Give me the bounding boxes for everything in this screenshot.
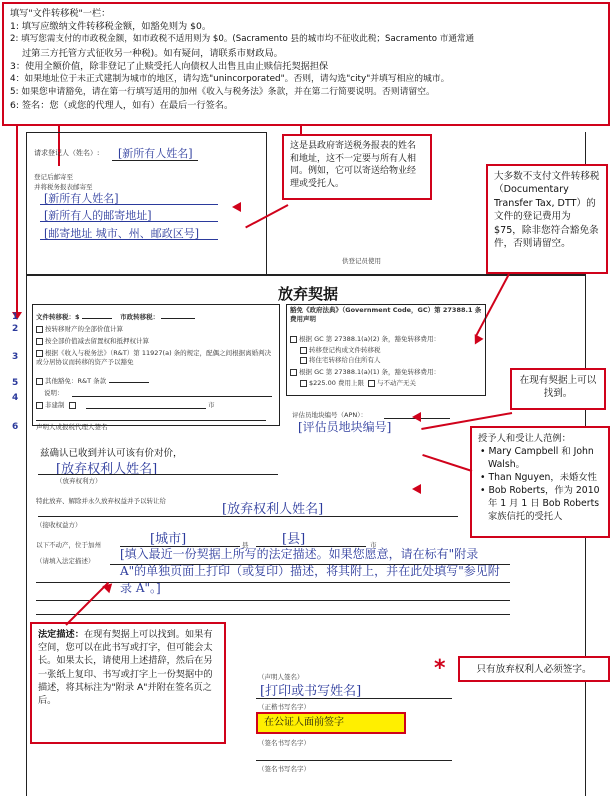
checkbox[interactable] bbox=[36, 378, 43, 385]
check-other-exempt[interactable] bbox=[36, 376, 149, 385]
exempt-dtt[interactable] bbox=[300, 345, 381, 354]
signature-caption-2: （签名书写名字） bbox=[258, 765, 310, 773]
example-item: • Bob Roberts，作为 2010 年 1 月 1 日 Bob Roberts 家族信托的受托人 bbox=[480, 485, 600, 522]
example-item: • Than Nguyen，未婚女性 bbox=[480, 472, 597, 483]
exempt-cap[interactable] bbox=[300, 378, 416, 387]
divider bbox=[266, 132, 267, 274]
underline bbox=[72, 396, 272, 397]
checkbox[interactable] bbox=[36, 326, 43, 333]
asterisk-icon: * bbox=[434, 656, 446, 681]
callout-mailing-note bbox=[282, 134, 432, 200]
underline bbox=[36, 420, 266, 421]
underline bbox=[256, 760, 452, 761]
acknowledge-text: 兹确认已收到并认可该有价对价， bbox=[40, 448, 183, 459]
recorder-use-label: 供登记员使用 bbox=[342, 257, 381, 265]
check-label: 按全部价值减去留置权和抵押权计算 bbox=[45, 337, 149, 345]
callout-mailing-text: 这是县政府寄送税务报表的姓名和地址，这不一定要与所有人相同。例如，它可以寄送给物业经理或受托人。 bbox=[290, 141, 417, 189]
check-full-value[interactable] bbox=[36, 324, 123, 333]
underline bbox=[36, 614, 510, 615]
callout-deed-note bbox=[510, 368, 606, 410]
checkbox[interactable] bbox=[36, 402, 43, 409]
callout-dtt-note bbox=[486, 164, 608, 274]
transfer-tax-label bbox=[36, 312, 195, 321]
instruction-line: 过第三方托管方式征收另一种税)。如有疑问，请联系市财政局。 bbox=[22, 47, 283, 59]
legal-caption: （请填入法定描述） bbox=[36, 557, 95, 565]
city-label-2: 市 bbox=[370, 541, 377, 549]
underline bbox=[256, 698, 452, 699]
underline bbox=[86, 408, 206, 409]
step-number: 4 bbox=[12, 393, 19, 403]
instruction-line: 2: 填写您需支付的市政税金额，如市政税不适用则为 $0。(Sacramento 县的城市均不征收此税；Sacramento 市通常通 bbox=[10, 34, 475, 45]
signature-caption: （签名书写名字） bbox=[258, 739, 310, 747]
callout-dtt-text: 大多数不支付文件转移税（Documentary Transfer Tax, DTT）的文件的登记费用为 $75，除非您符合豁免条件，否则请留空。 bbox=[494, 171, 600, 250]
instruction-line: 填写"文件转移税"一栏： bbox=[10, 8, 111, 19]
city-tax-text: 市政转移税： bbox=[120, 313, 160, 321]
check-less-liens[interactable] bbox=[36, 336, 149, 345]
exempt-label: 转移登记构成文件转移税 bbox=[309, 346, 381, 354]
declarant-signature-label: 声明人或报税代理人签名 bbox=[36, 423, 108, 431]
divider bbox=[26, 132, 266, 133]
step-number: 6 bbox=[12, 422, 19, 432]
underline bbox=[40, 221, 218, 222]
check-label: 非建制 bbox=[45, 401, 65, 409]
instruction-line: 1: 填写应缴纳文件转移税金额，如豁免则为 $0。 bbox=[10, 21, 212, 33]
exempt-label: $225.00 费用上限 bbox=[309, 379, 364, 387]
print-caption: （正楷书写名字） bbox=[258, 703, 310, 711]
city-value[interactable]: [城市] bbox=[150, 532, 187, 547]
county-value[interactable]: [县] bbox=[282, 532, 306, 547]
example-item: • Mary Campbell 和 John Walsh。 bbox=[480, 446, 594, 470]
transfer-tax-text: 文件转移税：$ bbox=[36, 313, 80, 321]
legal-title: 法定描述： bbox=[38, 629, 84, 640]
check-divorce-exempt[interactable] bbox=[36, 349, 276, 367]
explain-label: 说明： bbox=[44, 389, 64, 397]
requested-by-value[interactable]: [新所有人姓名] bbox=[118, 147, 193, 160]
checkbox[interactable] bbox=[300, 357, 307, 364]
exempt-label: 将住宅转移给自住所有人 bbox=[309, 356, 381, 364]
callout-examples bbox=[470, 426, 610, 538]
callout-legal bbox=[30, 622, 226, 744]
instruction-line: 4：如果地址位于未正式建制为城市的地区，请勾选"unincorporated"。否则，请勾选"city"并填写相应的城市。 bbox=[10, 74, 450, 85]
new-owner-name[interactable]: [新所有人姓名] bbox=[44, 192, 119, 205]
mail-to-label-2: 并将税务报表邮寄至 bbox=[34, 183, 93, 191]
legal-note-text: 在现有契据上可以找到。如果有空间，您可以在此书写或打字，但可能会太长。如果太长，请使用上述措辞，然后在另一张纸上复印、书写或打字上一份契据中的描述，将其标注为"附录 A"并附在签名页之后。 bbox=[38, 629, 213, 707]
divider bbox=[26, 274, 586, 276]
exempt-label: 根据 GC 第 27388.1(a)(2) 条，豁免转移费用： bbox=[299, 335, 440, 343]
instructions-box bbox=[2, 2, 610, 126]
grantee-value[interactable]: [放弃权利人姓名] bbox=[222, 502, 324, 517]
exempt-header: 豁免《政府法典》（Government Code，GC）第 27388.1 条费用声明 bbox=[290, 306, 482, 323]
exempt-label: 根据 GC 第 27388.1(a)(1) 条，豁免转移费用： bbox=[299, 368, 440, 376]
underline bbox=[36, 600, 510, 601]
check-label: 按转移财产的全部价值计算 bbox=[45, 325, 123, 333]
checkbox[interactable] bbox=[69, 402, 76, 409]
requested-by-label: 请求登记人（姓名）: bbox=[34, 149, 100, 157]
release-text: 特此放弃、解除并永久放弃权益并予以转让给 bbox=[36, 497, 166, 505]
deed-title: 放弃契据 bbox=[277, 285, 338, 303]
city-label: 市 bbox=[208, 401, 215, 409]
check-label: 根据《收入与税务法》（R&T）第 11927(a) 条的规定，配偶之间根据离婚判决或分居协议而转移的资产予以豁免 bbox=[36, 349, 272, 366]
declarant-name-caption: （声明人签名） bbox=[258, 673, 304, 681]
exempt-label: 与不动产无关 bbox=[376, 379, 416, 387]
underline bbox=[38, 516, 458, 517]
underline bbox=[40, 204, 218, 205]
apn-label: 评估员地块编号（APN）： bbox=[292, 411, 367, 419]
checkbox[interactable] bbox=[290, 369, 297, 376]
underline bbox=[112, 160, 198, 161]
check-unincorporated[interactable] bbox=[36, 400, 78, 409]
underline bbox=[40, 239, 218, 240]
instruction-line: 6: 签名：您（或您的代理人，如有）在最后一行签名。 bbox=[10, 100, 234, 112]
underline bbox=[38, 474, 278, 475]
grantor-value[interactable]: [放弃权利人姓名] bbox=[56, 462, 158, 477]
exempt-a2[interactable] bbox=[290, 334, 440, 343]
step-number: 2 bbox=[12, 324, 19, 334]
checkbox[interactable] bbox=[290, 336, 297, 343]
callout-sign-note bbox=[458, 656, 610, 682]
apn-value[interactable]: [评估员地块编号] bbox=[298, 420, 392, 434]
grantee-caption: （接收权益方） bbox=[36, 521, 82, 529]
arrow-head-icon bbox=[412, 484, 421, 494]
mail-city-state-zip[interactable]: [邮寄地址 城市、州、邮政区号] bbox=[44, 227, 200, 240]
arrow-head-icon bbox=[232, 202, 241, 212]
step-number: 3 bbox=[12, 352, 19, 362]
arrow-head-icon bbox=[412, 412, 421, 422]
instruction-line: 3：使用全额价值，除非登记了止赎受托人向债权人出售且由止赎信托契据担保 bbox=[10, 60, 329, 72]
step-number: 1 bbox=[12, 312, 19, 322]
checkbox[interactable] bbox=[36, 350, 43, 357]
check-label: 其他豁免：R&T 条款 bbox=[45, 377, 107, 385]
property-text: 以下不动产，位于加州 bbox=[36, 541, 101, 549]
print-name-value[interactable]: [打印或书写姓名] bbox=[260, 684, 362, 699]
new-owner-address[interactable]: [新所有人的邮寄地址] bbox=[44, 209, 152, 222]
examples-title: 授予人和受让人范例： bbox=[478, 433, 571, 444]
notary-signature-text: 在公证人面前签字 bbox=[264, 717, 344, 728]
sign-note-text: 只有放弃权利人必须签字。 bbox=[476, 664, 592, 675]
checkbox[interactable] bbox=[300, 380, 307, 387]
example-text: Mary Campbell 和 John Walsh。 bbox=[488, 446, 594, 470]
notary-signature-box[interactable] bbox=[256, 712, 406, 734]
step-number: 5 bbox=[12, 378, 19, 388]
county-label: 县 bbox=[242, 541, 249, 549]
instruction-line: 5: 如果您申请豁免，请在第一行填写适用的加州《收入与税务法》条款，并在第二行简要说明。否则请留空。 bbox=[10, 87, 435, 98]
example-text: Bob Roberts，作为 2010 年 1 月 1 日 Bob Roberts 家族信托的受托人 bbox=[488, 485, 600, 522]
callout-deed-text: 在现有契据上可以找到。 bbox=[519, 375, 597, 399]
exempt-owner[interactable] bbox=[300, 355, 381, 364]
example-text: Than Nguyen，未婚女性 bbox=[488, 472, 597, 483]
grantor-caption: （放弃权利方） bbox=[56, 477, 102, 485]
mail-to-label: 登记后邮寄至 bbox=[34, 173, 73, 181]
checkbox[interactable] bbox=[368, 380, 375, 387]
checkbox[interactable] bbox=[36, 338, 43, 345]
checkbox[interactable] bbox=[300, 347, 307, 354]
exempt-a1[interactable] bbox=[290, 367, 440, 376]
underline bbox=[110, 564, 510, 565]
legal-description-value[interactable]: [填入最近一份契据上所写的法定描述。如果您愿意，请在标有"附录 A"的单独页面上打印（或复印）描述，将其附上，并在此处填写"参见附录 A"。] bbox=[120, 547, 500, 595]
